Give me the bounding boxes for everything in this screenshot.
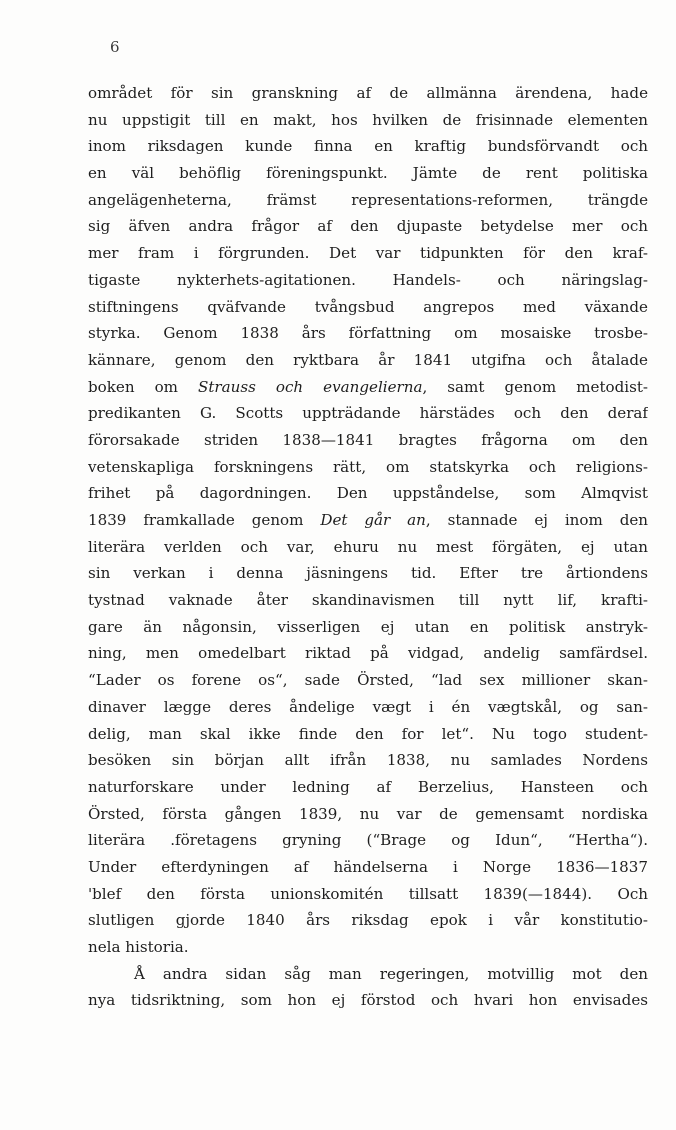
text-line: en väl behöflig föreningspunkt. Jämte de rent politiska bbox=[88, 164, 648, 183]
text-line: styrka. Genom 1838 års författning om mosaiske trosbe- bbox=[88, 324, 648, 343]
text-line: stiftningens qväfvande tvångsbud angrepos med växande bbox=[88, 297, 648, 316]
text-line: naturforskare under ledning af Berzelius, Hansteen och bbox=[88, 777, 648, 796]
text-line: förorsakade striden 1838—1841 bragtes frågorna om den bbox=[88, 430, 648, 449]
text-segment: boken om bbox=[88, 377, 199, 396]
text-line: nya tidsriktning, som hon ej förstod och hvari hon envisades bbox=[88, 991, 648, 1010]
text-line: 'blef den första unionskomitén tillsatt 1839(—1844). Och bbox=[88, 884, 648, 903]
text-line: vetenskapliga forskningens rätt, om statskyrka och religions- bbox=[88, 457, 648, 476]
text-line: slutligen gjorde 1840 års riksdag epok i vår konstitutio- bbox=[88, 911, 648, 930]
text-line: sin verkan i denna jäsningens tid. Efter tre årtiondens bbox=[88, 564, 648, 583]
text-line: sig äfven andra frågor af den djupaste betydelse mer och bbox=[88, 217, 648, 236]
text-line: kännare, genom den ryktbara år 1841 utgifna och åtalade bbox=[88, 350, 648, 369]
text-line: literära .företagens gryning (“Brage og Idun“, “Hertha“). bbox=[88, 831, 648, 850]
text-line: delig, man skal ikke finde den for let“. Nu togo student- bbox=[88, 724, 648, 743]
paragraph-start-line: Å andra sidan såg man regeringen, motvillig mot den bbox=[134, 964, 648, 983]
text-line: ning, men omedelbart riktad på vidgad, andelig samfärdsel. bbox=[88, 644, 648, 663]
text-line: mer fram i förgrunden. Det var tidpunkten för den kraf- bbox=[88, 244, 648, 263]
text-line: inom riksdagen kunde finna en kraftig bundsförvandt och bbox=[88, 137, 648, 156]
text-line: “Lader os forene os“, sade Örsted, “lad sex millioner skan- bbox=[88, 671, 648, 690]
text-line: frihet på dagordningen. Den uppståndelse, som Almqvist bbox=[88, 484, 648, 503]
text-line: tystnad vaknade åter skandinavismen till nytt lif, krafti- bbox=[88, 591, 648, 610]
text-line-with-title bbox=[88, 374, 648, 401]
text-line: gare än någonsin, visserligen ej utan en politisk anstryk- bbox=[88, 617, 648, 636]
text-line: tigaste nykterhets-agitationen. Handels- och näringslag- bbox=[88, 270, 648, 289]
paragraph-end-line: nela historia. bbox=[88, 938, 189, 956]
text-line: Örsted, första gången 1839, nu var de gemensamt nordiska bbox=[88, 804, 648, 823]
text-line: angelägenheterna, främst representations-reformen, trängde bbox=[88, 190, 648, 209]
text-line: predikanten G. Scotts uppträdande härstädes och den deraf bbox=[88, 404, 648, 423]
text-line: dinaver lægge deres åndelige vægt i én vægtskål, og san- bbox=[88, 697, 648, 716]
body-text bbox=[88, 80, 648, 1014]
text-segment: 1839 framkallade genom bbox=[88, 511, 321, 529]
text-line: nu uppstigit till en makt, hos hvilken de frisinnade elementen bbox=[88, 110, 648, 129]
text-line: området för sin granskning af de allmänna ärendena, hade bbox=[88, 84, 648, 102]
text-segment: , samt genom metodist- bbox=[422, 377, 648, 396]
book-title-italic: Strauss och evangelierna bbox=[198, 377, 423, 396]
text-line: besöken sin början allt ifrån 1838, nu samlades Nordens bbox=[88, 751, 648, 770]
page-number: 6 bbox=[110, 38, 120, 56]
text-line-with-title bbox=[88, 507, 648, 534]
text-line: literära verlden och var, ehuru nu mest förgäten, ej utan bbox=[88, 537, 648, 556]
book-title-italic: Det går an bbox=[320, 511, 426, 529]
text-line: Under efterdyningen af händelserna i Norge 1836—1837 bbox=[88, 857, 648, 876]
text-segment: , stannade ej inom den bbox=[425, 511, 648, 529]
